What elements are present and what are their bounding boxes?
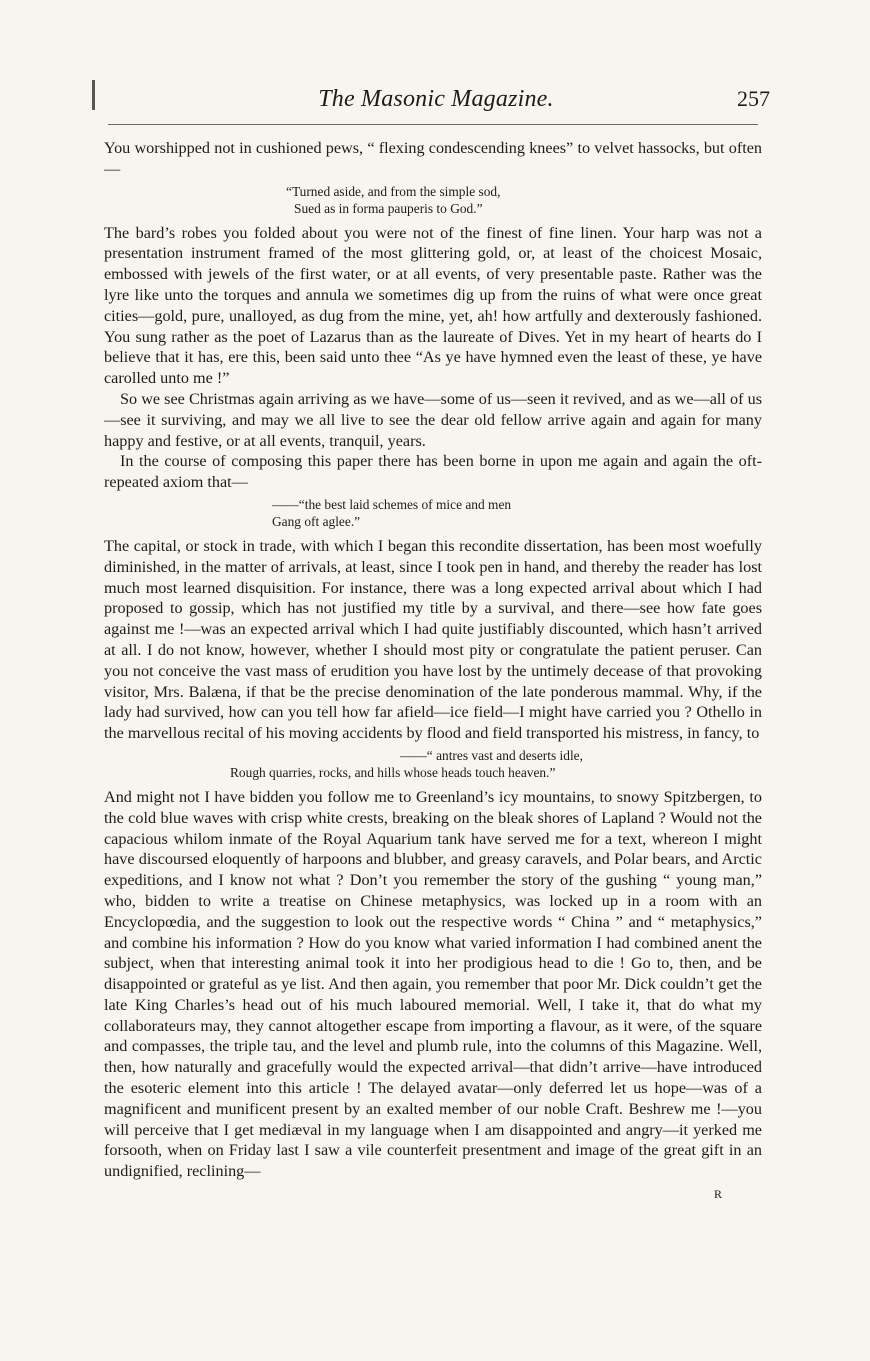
paragraph: In the course of composing this paper there has been borne in upon me again and again the oft-repeated axiom that—	[104, 452, 762, 492]
paragraph: And might not I have bidden you follow me to Greenland’s icy mountains, to snowy Spitzbergen, to the cold blue waves with crisp white crests, breaking on the bleak shores of Lapland ? Would not the capacious whilom inmate of the Royal Aquarium tank have served me for a text, whereon I might have discoursed eloquently of harpoons and blubber, and greasy caravels, and Polar bears, and Arctic expeditions, and I know not what ? Don’t you remember the story of the gushing “ young man,” who, bidden to write a treatise on Chinese metaphysics, was locked up in a room with an Encyclopœdia, and the suggestion to look out the respective words “ China ” and “ metaphysics,” and combine his information ? How do you know what varied information I had combined anent the subject, when that interesting animal took it into her prodigious head to die ! Go to, then, and be disappointed or grateful as ye list. And then again, you remember that poor Mr. Dick couldn’t get the late King Charles’s head out of his much laboured memorial. Well, I take it, that do what my collaborateurs may, they cannot altogether escape from importing a flavour, as it were, of the square and compasses, the triple tau, and the level and plumb rule, into the columns of this Magazine. Well, then, how naturally and gracefully would the expected arrival—that didn’t arrive—have introduced the esoteric element into this article ! The delayed avatar—only deferred let us hope—was of a magnificent and munificent present by an exalted member of our noble Craft. Beshrew me !—you will perceive that I get mediæval in my language when I am disappointed and angry—it yerked me forsooth, when on Friday last I saw a vile counterfeit presentment and image of the great gift in an undignified, reclining—	[104, 787, 762, 1181]
margin-mark	[92, 80, 95, 110]
quote-block	[104, 183, 762, 217]
header-rule	[108, 124, 758, 125]
paragraph: The bard’s robes you folded about you were not of the finest of fine linen. Your harp was not a presentation instrument framed of the most glittering gold, or, at least of the choicest Mosaic, embossed with jewels of the first water, or at all events, of very presentable paste. Rather was the lyre like unto the torques and annula we sometimes dig up from the ruins of what were once great cities—gold, pure, unalloyed, as dug from the mine, yet, ah! how artfully and dexterously fashioned. You sung rather as the poet of Lazarus than as the laureate of Dives. Yet in my heart of hearts do I believe that it has, ere this, been said unto thee “As ye have hymned even the least of these, ye have carolled unto me !”	[104, 223, 762, 388]
running-title: The Masonic Magazine.	[318, 86, 554, 112]
quote-line: Rough quarries, rocks, and hills whose heads touch heaven.”	[230, 764, 556, 780]
quote-line: Sued as in forma pauperis to God.”	[294, 200, 483, 216]
paragraph: The capital, or stock in trade, with which I began this recondite dissertation, has been most woefully diminished, in the matter of arrivals, at least, since I took pen in hand, and thereby the reader has lost much most learned disquisition. For instance, there was a long expected arrival about which I had proposed to gossip, which has not justified my title by a survival, and there—see how fate goes against me !—was an expected arrival which I had quite justifiably discounted, which hasn’t arrived at all. I do not know, however, whether I should most pity or congratulate the patient peruser. Can you not conceive the vast mass of erudition you have lost by the untimely decease of that provoking visitor, Mrs. Balæna, if that be the precise denomination of the late ponderous mammal. Why, if the lady had survived, how can you tell how far afield—ice field—I might have carried you ? Othello in the marvellous recital of his moving accidents by flood and field transported his mistress, in fancy, to	[104, 536, 762, 743]
page-header	[100, 80, 772, 120]
signature-mark: R	[713, 1187, 722, 1202]
quote-line: “Turned aside, and from the simple sod,	[286, 183, 501, 199]
quote-line: ——“the best laid schemes of mice and men	[272, 496, 512, 512]
quote-line: ——“ antres vast and deserts idle,	[400, 747, 583, 763]
quote-block	[104, 747, 762, 781]
page-number: 257	[737, 86, 770, 111]
quote-block	[104, 496, 762, 530]
article-body	[104, 138, 762, 1205]
paragraph: So we see Christmas again arriving as we have—some of us—seen it revived, and as we—all of us—see it surviving, and may we all live to see the dear old fellow arrive again and again for many happy and festive, or at all events, tranquil, years.	[104, 389, 762, 450]
quote-line: Gang oft aglee.”	[272, 513, 361, 529]
paragraph: You worshipped not in cushioned pews, “ flexing condescending knees” to velvet hassocks, but often—	[104, 139, 762, 178]
